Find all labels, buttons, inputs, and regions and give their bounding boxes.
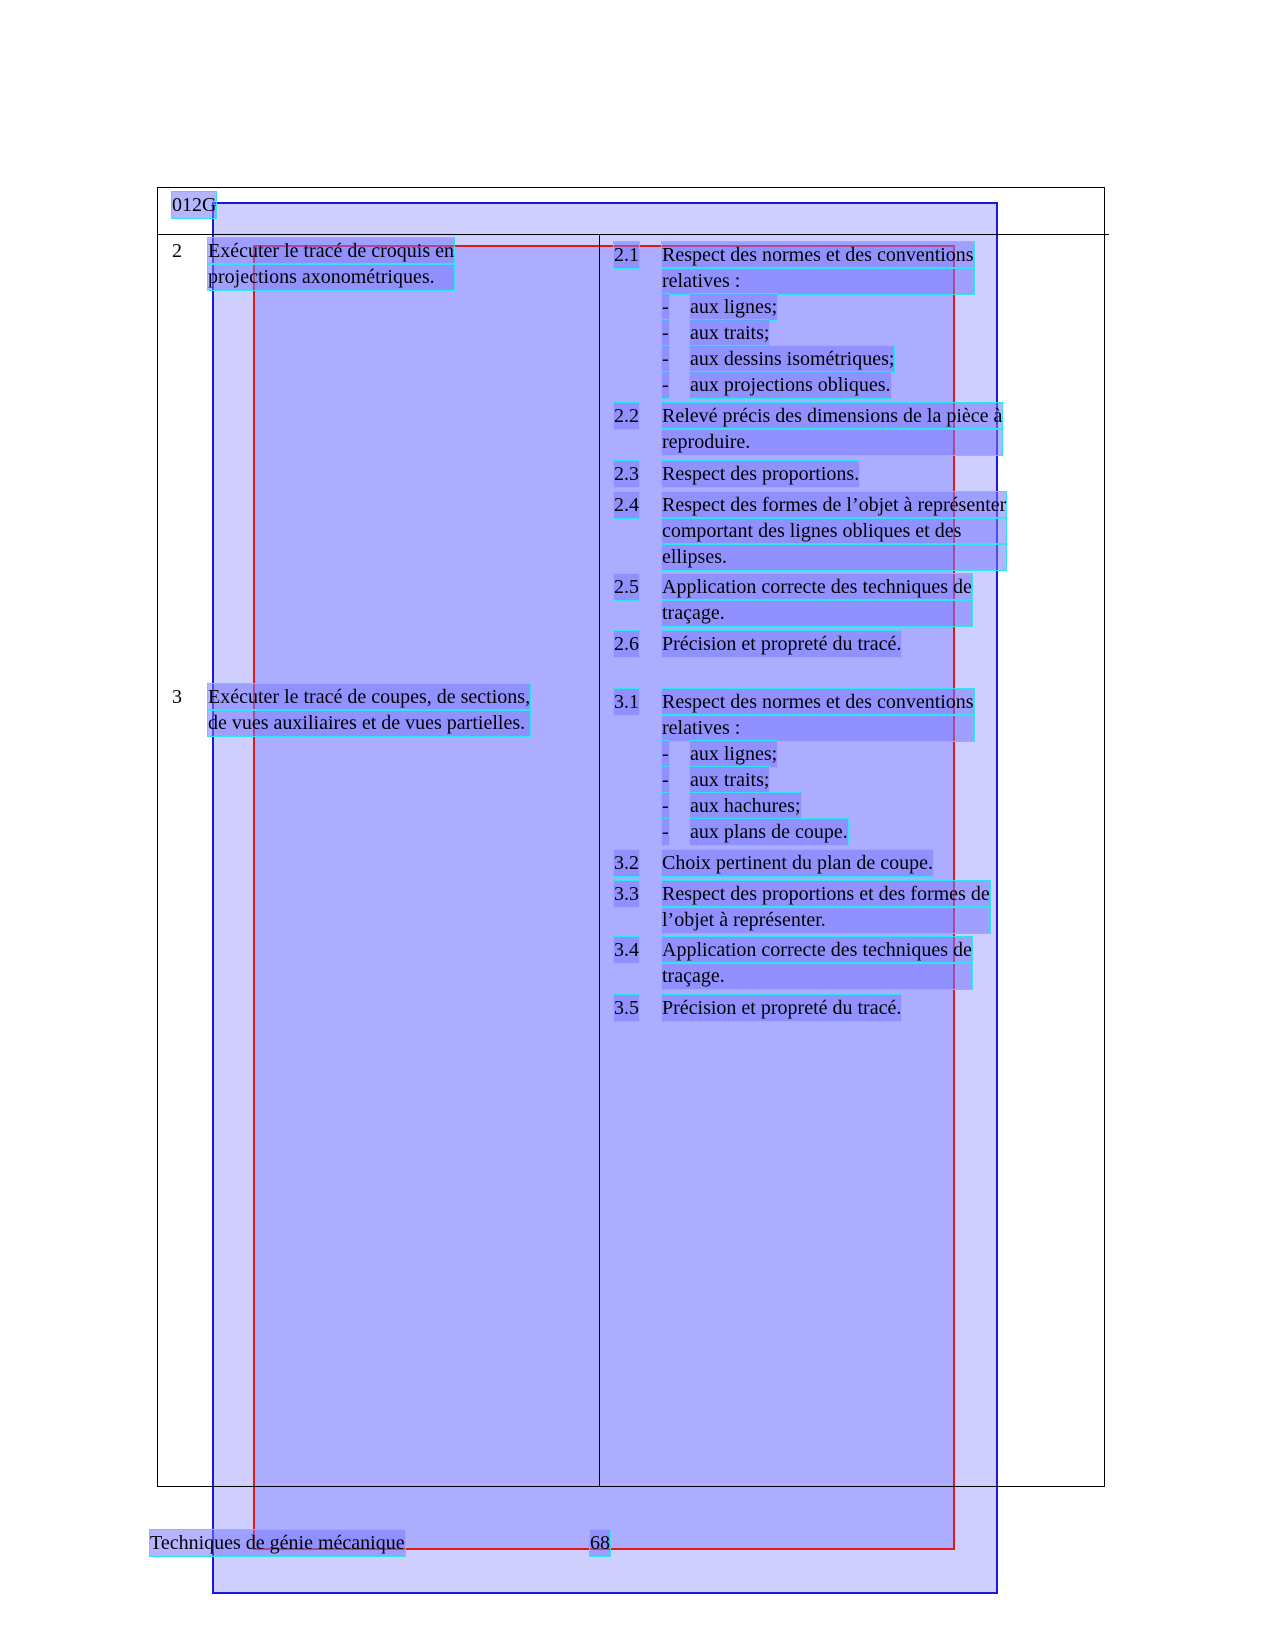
column-divider [599, 234, 600, 1487]
element-statement [208, 684, 530, 736]
criterion-number: 2.5 [614, 576, 639, 598]
footer-page-number: 68 [590, 1532, 610, 1554]
element-statement-line: projections axonométriques. [208, 264, 454, 290]
criterion-number: 3.5 [614, 997, 639, 1019]
footer-course-title: Techniques de génie mécanique [150, 1532, 405, 1554]
criterion-text [662, 937, 972, 989]
criterion-text [662, 689, 974, 741]
criterion-line: Application correcte des techniques de [662, 576, 972, 598]
bullet-dash: - [662, 322, 669, 344]
bullet-text: aux traits; [690, 322, 770, 344]
bullet-text: aux dessins isométriques; [690, 348, 895, 370]
bullet-dash: - [662, 769, 669, 791]
criterion-line: l’objet à représenter. [662, 907, 990, 933]
bullet-dash: - [662, 795, 669, 817]
competency-table-frame [157, 187, 1105, 1487]
criterion-text [662, 574, 972, 626]
criterion-line: Précision et propreté du tracé. [662, 633, 902, 655]
criterion-line: relatives : [662, 715, 974, 741]
criterion-line: Respect des normes et des conventions [662, 244, 974, 266]
criterion-line: Relevé précis des dimensions de la pièce à [662, 405, 1003, 427]
criterion-number: 3.3 [614, 883, 639, 905]
bullet-dash: - [662, 348, 669, 370]
criterion-number: 2.4 [614, 494, 639, 516]
criterion-text [662, 881, 990, 933]
bullet-text: aux lignes; [690, 743, 778, 765]
bullet-dash: - [662, 374, 669, 396]
bullet-text: aux traits; [690, 769, 770, 791]
criterion-line: ellipses. [662, 544, 1006, 570]
bullet-text: aux lignes; [690, 296, 778, 318]
criterion-line: relatives : [662, 268, 974, 294]
criterion-line: comportant des lignes obliques et des [662, 518, 1006, 544]
criterion-number: 3.4 [614, 939, 639, 961]
bullet-dash: - [662, 743, 669, 765]
bullet-dash: - [662, 821, 669, 843]
criterion-line: Respect des proportions et des formes de [662, 883, 990, 905]
criterion-line: Application correcte des techniques de [662, 939, 972, 961]
criterion-line: Respect des normes et des conventions [662, 691, 974, 713]
criterion-text [662, 403, 1002, 455]
criterion-number: 2.2 [614, 405, 639, 427]
criterion-line: Respect des proportions. [662, 463, 860, 485]
element-number: 2 [172, 240, 182, 262]
header-divider [157, 234, 1109, 235]
bullet-text: aux plans de coupe. [690, 821, 848, 843]
element-statement-line: Exécuter le tracé de coupes, de sections, [208, 686, 531, 708]
criterion-number: 2.1 [614, 244, 639, 266]
criterion-number: 2.6 [614, 633, 639, 655]
element-statement-line: de vues auxiliaires et de vues partielles. [208, 710, 530, 736]
criterion-line: Choix pertinent du plan de coupe. [662, 852, 934, 874]
criterion-line: reproduire. [662, 429, 1002, 455]
criterion-text [662, 850, 933, 876]
criterion-line: traçage. [662, 963, 972, 989]
criterion-text [662, 242, 974, 294]
criterion-number: 3.2 [614, 852, 639, 874]
criterion-text [662, 631, 901, 657]
criterion-number: 2.3 [614, 463, 639, 485]
criterion-text [662, 461, 859, 487]
element-statement [208, 238, 454, 290]
criterion-line: Respect des formes de l’objet à représenter [662, 494, 1007, 516]
bullet-dash: - [662, 296, 669, 318]
criterion-line: Précision et propreté du tracé. [662, 997, 902, 1019]
criterion-text [662, 492, 1006, 570]
bullet-text: aux projections obliques. [690, 374, 891, 396]
criterion-number: 3.1 [614, 691, 639, 713]
criterion-line: traçage. [662, 600, 972, 626]
element-number: 3 [172, 686, 182, 708]
criterion-text [662, 995, 901, 1021]
course-code: 012G [172, 194, 217, 216]
element-statement-line: Exécuter le tracé de croquis en [208, 240, 454, 262]
bullet-text: aux hachures; [690, 795, 801, 817]
